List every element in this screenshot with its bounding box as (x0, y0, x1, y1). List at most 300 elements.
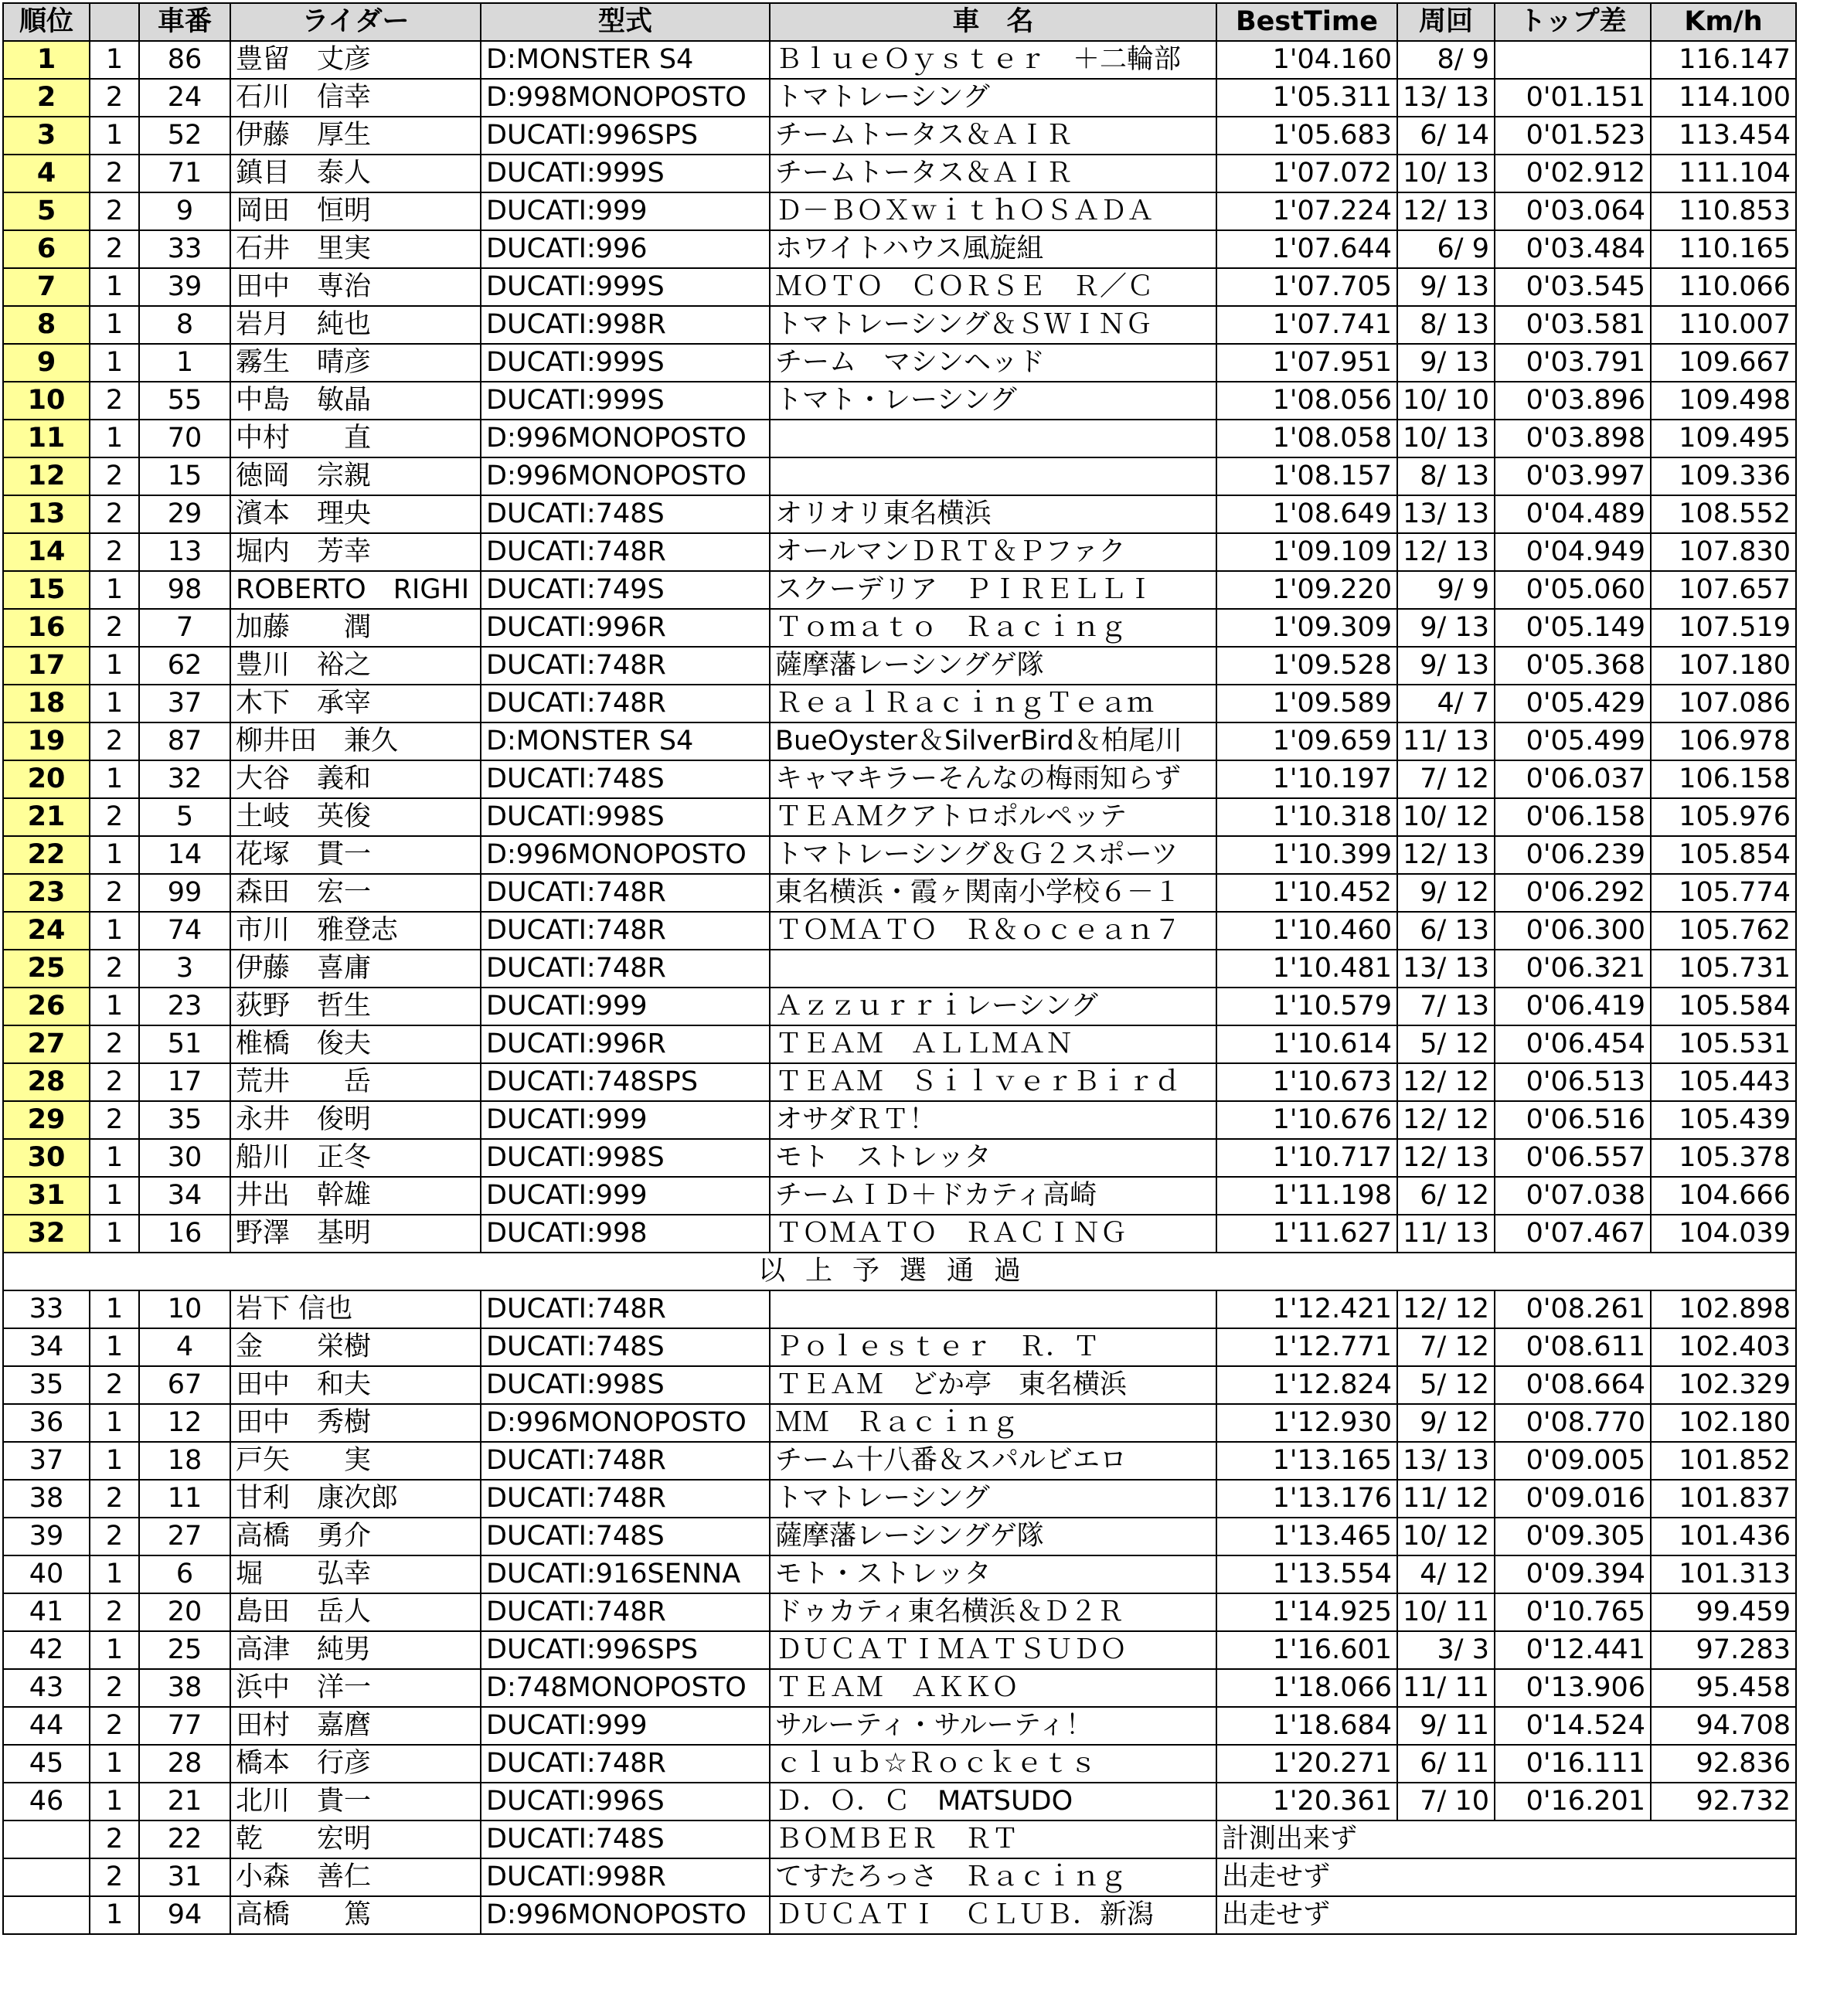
class-cell: 2 (90, 1366, 139, 1404)
model-cell: DUCATI:748R (481, 1745, 770, 1783)
number-cell: 21 (139, 1783, 230, 1821)
header-team: 車 名 (770, 3, 1216, 41)
class-cell: 1 (90, 117, 139, 155)
best-time-cell: 1'08.058 (1216, 420, 1397, 457)
number-cell: 8 (139, 306, 230, 344)
rank-cell: 20 (3, 760, 90, 798)
rider-cell: 加藤 潤 (230, 609, 481, 647)
rank-cell (3, 1821, 90, 1858)
team-cell: オサダＲＴ！ (770, 1101, 1216, 1139)
number-cell: 6 (139, 1555, 230, 1593)
header-lap: 周回 (1397, 3, 1495, 41)
best-time-cell: 1'09.109 (1216, 533, 1397, 571)
model-cell: DUCATI:999 (481, 1101, 770, 1139)
class-cell: 1 (90, 306, 139, 344)
rank-cell: 4 (3, 155, 90, 192)
best-time-cell: 1'10.673 (1216, 1063, 1397, 1101)
best-time-cell: 1'10.452 (1216, 874, 1397, 912)
best-time-cell: 1'18.684 (1216, 1707, 1397, 1745)
best-time-cell: 1'16.601 (1216, 1631, 1397, 1669)
speed-cell: 109.667 (1651, 344, 1796, 382)
class-cell: 1 (90, 420, 139, 457)
rank-cell: 1 (3, 41, 90, 79)
class-cell: 1 (90, 1745, 139, 1783)
lap-cell: 12/ 13 (1397, 836, 1495, 874)
rank-cell: 24 (3, 912, 90, 950)
class-cell: 2 (90, 1063, 139, 1101)
team-cell: ＤＵＣＡＴＩ ＣＬＵＢ．新潟 (770, 1896, 1216, 1934)
best-time-cell: 1'04.160 (1216, 41, 1397, 79)
number-cell: 86 (139, 41, 230, 79)
number-cell: 14 (139, 836, 230, 874)
table-row (3, 230, 1796, 268)
team-cell: ｃｌｕｂ☆Ｒｏｃｋｅｔｓ (770, 1745, 1216, 1783)
rank-cell: 22 (3, 836, 90, 874)
class-cell: 1 (90, 571, 139, 609)
team-cell: ＭＭ Ｒａｃｉｎｇ (770, 1404, 1216, 1442)
lap-cell: 11/ 11 (1397, 1669, 1495, 1707)
table-row (3, 1177, 1796, 1215)
model-cell: DUCATI:916SENNA (481, 1555, 770, 1593)
number-cell: 74 (139, 912, 230, 950)
rank-cell: 42 (3, 1631, 90, 1669)
lap-cell: 10/ 13 (1397, 155, 1495, 192)
best-time-cell: 1'12.421 (1216, 1290, 1397, 1328)
gap-cell: 0'07.467 (1495, 1215, 1651, 1253)
team-cell: ホワイトハウス風旋組 (770, 230, 1216, 268)
table-row (3, 685, 1796, 722)
speed-cell: 101.837 (1651, 1480, 1796, 1518)
best-time-cell: 1'10.579 (1216, 988, 1397, 1025)
team-cell: チームＩＤ＋ドカティ高崎 (770, 1177, 1216, 1215)
best-time-cell: 1'12.824 (1216, 1366, 1397, 1404)
table-row (3, 1858, 1796, 1896)
model-cell: DUCATI:748R (481, 874, 770, 912)
gap-cell: 0'08.261 (1495, 1290, 1651, 1328)
best-time-cell: 1'12.771 (1216, 1328, 1397, 1366)
best-time-cell: 1'10.318 (1216, 798, 1397, 836)
team-cell: BueOyster＆SilverBird＆柏尾川 (770, 722, 1216, 760)
table-row (3, 722, 1796, 760)
table-row (3, 533, 1796, 571)
rank-cell (3, 1896, 90, 1934)
gap-cell: 0'10.765 (1495, 1593, 1651, 1631)
number-cell: 33 (139, 230, 230, 268)
table-row (3, 950, 1796, 988)
header-class (90, 3, 139, 41)
class-cell: 1 (90, 1896, 139, 1934)
class-cell: 2 (90, 1593, 139, 1631)
class-cell: 2 (90, 1821, 139, 1858)
lap-cell: 7/ 10 (1397, 1783, 1495, 1821)
lap-cell: 13/ 13 (1397, 495, 1495, 533)
number-cell: 25 (139, 1631, 230, 1669)
model-cell: D:996MONOPOSTO (481, 1404, 770, 1442)
header-row (3, 3, 1796, 41)
non-qualified-section (3, 1290, 1796, 1821)
rank-cell: 28 (3, 1063, 90, 1101)
speed-cell: 92.836 (1651, 1745, 1796, 1783)
gap-cell: 0'06.158 (1495, 798, 1651, 836)
gap-cell: 0'06.516 (1495, 1101, 1651, 1139)
number-cell: 12 (139, 1404, 230, 1442)
team-cell (770, 457, 1216, 495)
rank-cell: 33 (3, 1290, 90, 1328)
table-row (3, 1101, 1796, 1139)
lap-cell: 5/ 12 (1397, 1366, 1495, 1404)
class-cell: 1 (90, 647, 139, 685)
model-cell: DUCATI:748R (481, 685, 770, 722)
lap-cell: 3/ 3 (1397, 1631, 1495, 1669)
best-time-cell: 1'08.649 (1216, 495, 1397, 533)
best-time-cell: 1'08.157 (1216, 457, 1397, 495)
number-cell: 29 (139, 495, 230, 533)
speed-cell: 107.086 (1651, 685, 1796, 722)
team-cell: トマト・レーシング (770, 382, 1216, 420)
rider-cell: 霧生 晴彦 (230, 344, 481, 382)
rider-cell: 伊藤 厚生 (230, 117, 481, 155)
class-cell: 2 (90, 1025, 139, 1063)
team-cell: てすたろっさ Ｒａｃｉｎｇ (770, 1858, 1216, 1896)
speed-cell: 101.313 (1651, 1555, 1796, 1593)
lap-cell: 11/ 13 (1397, 1215, 1495, 1253)
lap-cell: 10/ 13 (1397, 420, 1495, 457)
lap-cell: 9/ 12 (1397, 874, 1495, 912)
header-rank: 順位 (3, 3, 90, 41)
team-cell: モト ストレッタ (770, 1139, 1216, 1177)
gap-cell: 0'12.441 (1495, 1631, 1651, 1669)
table-row (3, 155, 1796, 192)
rider-cell: 伊藤 喜庸 (230, 950, 481, 988)
speed-cell: 102.403 (1651, 1328, 1796, 1366)
speed-cell: 102.329 (1651, 1366, 1796, 1404)
class-cell: 1 (90, 1783, 139, 1821)
table-row (3, 836, 1796, 874)
best-time-cell: 1'11.627 (1216, 1215, 1397, 1253)
rider-cell: 木下 承宰 (230, 685, 481, 722)
team-cell: トマトレーシング (770, 79, 1216, 117)
class-cell: 2 (90, 950, 139, 988)
rider-cell: ROBERTO RIGHI (230, 571, 481, 609)
rider-cell: 柳井田 兼久 (230, 722, 481, 760)
table-row (3, 609, 1796, 647)
rider-cell: 岩月 純也 (230, 306, 481, 344)
speed-cell: 110.853 (1651, 192, 1796, 230)
model-cell: DUCATI:748S (481, 760, 770, 798)
lap-cell: 11/ 13 (1397, 722, 1495, 760)
gap-cell: 0'02.912 (1495, 155, 1651, 192)
header-rider: ライダー (230, 3, 481, 41)
model-cell: D:996MONOPOSTO (481, 1896, 770, 1934)
rider-cell: 島田 岳人 (230, 1593, 481, 1631)
qualified-note-section (3, 1253, 1796, 1290)
rank-cell: 32 (3, 1215, 90, 1253)
class-cell: 2 (90, 457, 139, 495)
class-cell: 2 (90, 1518, 139, 1555)
rider-cell: 井出 幹雄 (230, 1177, 481, 1215)
rider-cell: 石川 信幸 (230, 79, 481, 117)
gap-cell: 0'01.523 (1495, 117, 1651, 155)
team-cell: ＴＥＡＭ ＳｉｌｖｅｒＢｉｒｄ (770, 1063, 1216, 1101)
number-cell: 38 (139, 1669, 230, 1707)
gap-cell (1495, 41, 1651, 79)
speed-cell: 92.732 (1651, 1783, 1796, 1821)
lap-cell: 8/ 9 (1397, 41, 1495, 79)
qualified-note: 以上予選通過 (3, 1253, 1796, 1290)
class-cell: 1 (90, 988, 139, 1025)
class-cell: 1 (90, 1555, 139, 1593)
speed-cell: 101.436 (1651, 1518, 1796, 1555)
table-row (3, 571, 1796, 609)
class-cell: 2 (90, 1707, 139, 1745)
rank-cell (3, 1858, 90, 1896)
gap-cell: 0'16.111 (1495, 1745, 1651, 1783)
rider-cell: 船川 正冬 (230, 1139, 481, 1177)
number-cell: 30 (139, 1139, 230, 1177)
speed-cell: 107.657 (1651, 571, 1796, 609)
number-cell: 71 (139, 155, 230, 192)
best-time-cell: 1'09.589 (1216, 685, 1397, 722)
team-cell: オールマンＤＲＴ＆Ｐファク (770, 533, 1216, 571)
team-cell: Ａｚｚｕｒｒｉレーシング (770, 988, 1216, 1025)
lap-cell: 9/ 13 (1397, 268, 1495, 306)
rank-cell: 36 (3, 1404, 90, 1442)
number-cell: 10 (139, 1290, 230, 1328)
best-time-cell: 1'05.311 (1216, 79, 1397, 117)
lap-cell: 13/ 13 (1397, 79, 1495, 117)
number-cell: 4 (139, 1328, 230, 1366)
rank-cell: 5 (3, 192, 90, 230)
rank-cell: 31 (3, 1177, 90, 1215)
number-cell: 13 (139, 533, 230, 571)
table-row (3, 192, 1796, 230)
speed-cell: 105.976 (1651, 798, 1796, 836)
rider-cell: 甘利 康次郎 (230, 1480, 481, 1518)
model-cell: DUCATI:996S (481, 1783, 770, 1821)
lap-cell: 11/ 12 (1397, 1480, 1495, 1518)
gap-cell: 0'06.419 (1495, 988, 1651, 1025)
gap-cell: 0'01.151 (1495, 79, 1651, 117)
team-cell: Ｄ．Ｏ．Ｃ MATSUDO (770, 1783, 1216, 1821)
table-row (3, 1555, 1796, 1593)
model-cell: DUCATI:749S (481, 571, 770, 609)
table-row (3, 1593, 1796, 1631)
speed-cell: 107.519 (1651, 609, 1796, 647)
class-cell: 1 (90, 1290, 139, 1328)
team-cell: トマトレーシング (770, 1480, 1216, 1518)
model-cell: D:996MONOPOSTO (481, 836, 770, 874)
speed-cell: 111.104 (1651, 155, 1796, 192)
rank-cell: 38 (3, 1480, 90, 1518)
team-cell: ＴＥＡＭクアトロポルペッテ (770, 798, 1216, 836)
number-cell: 18 (139, 1442, 230, 1480)
header-best-time: BestTime (1216, 3, 1397, 41)
rider-cell: 高津 純男 (230, 1631, 481, 1669)
rider-cell: 乾 宏明 (230, 1821, 481, 1858)
lap-cell: 6/ 13 (1397, 912, 1495, 950)
rider-cell: 田村 嘉麿 (230, 1707, 481, 1745)
number-cell: 55 (139, 382, 230, 420)
rider-cell: 椎橋 俊夫 (230, 1025, 481, 1063)
rank-cell: 14 (3, 533, 90, 571)
team-cell: ＴＥＡＭ どか亭 東名横浜 (770, 1366, 1216, 1404)
best-time-cell: 1'10.460 (1216, 912, 1397, 950)
team-cell: Ｐｏｌｅｓｔｅｒ Ｒ．Ｔ (770, 1328, 1216, 1366)
best-time-cell: 1'10.614 (1216, 1025, 1397, 1063)
speed-cell: 109.336 (1651, 457, 1796, 495)
rider-cell: 徳岡 宗親 (230, 457, 481, 495)
number-cell: 27 (139, 1518, 230, 1555)
number-cell: 35 (139, 1101, 230, 1139)
lap-cell: 6/ 9 (1397, 230, 1495, 268)
rider-cell: 田中 和夫 (230, 1366, 481, 1404)
class-cell: 1 (90, 1404, 139, 1442)
speed-cell: 110.165 (1651, 230, 1796, 268)
rank-cell: 46 (3, 1783, 90, 1821)
number-cell: 20 (139, 1593, 230, 1631)
rank-cell: 15 (3, 571, 90, 609)
number-cell: 28 (139, 1745, 230, 1783)
number-cell: 37 (139, 685, 230, 722)
best-time-cell: 1'07.741 (1216, 306, 1397, 344)
header-model: 型式 (481, 3, 770, 41)
rank-cell: 37 (3, 1442, 90, 1480)
lap-cell: 7/ 12 (1397, 760, 1495, 798)
class-cell: 1 (90, 1631, 139, 1669)
team-cell: スクーデリア ＰＩＲＥＬＬＩ (770, 571, 1216, 609)
model-cell: DUCATI:996R (481, 609, 770, 647)
gap-cell: 0'09.016 (1495, 1480, 1651, 1518)
gap-cell: 0'06.557 (1495, 1139, 1651, 1177)
best-time-cell: 1'13.176 (1216, 1480, 1397, 1518)
model-cell: DUCATI:999S (481, 382, 770, 420)
speed-cell: 105.762 (1651, 912, 1796, 950)
gap-cell: 0'04.949 (1495, 533, 1651, 571)
model-cell: D:MONSTER S4 (481, 722, 770, 760)
lap-cell: 9/ 13 (1397, 609, 1495, 647)
best-time-cell: 1'20.271 (1216, 1745, 1397, 1783)
number-cell: 9 (139, 192, 230, 230)
rider-cell: 岩下 信也 (230, 1290, 481, 1328)
rider-cell: 小森 善仁 (230, 1858, 481, 1896)
lap-cell: 10/ 10 (1397, 382, 1495, 420)
model-cell: DUCATI:996SPS (481, 1631, 770, 1669)
status-section (3, 1821, 1796, 1934)
table-row (3, 1518, 1796, 1555)
class-cell: 1 (90, 1215, 139, 1253)
number-cell: 39 (139, 268, 230, 306)
team-cell: トマトレーシング＆ＳＷＩＮＧ (770, 306, 1216, 344)
table-row (3, 306, 1796, 344)
rider-cell: 田中 専治 (230, 268, 481, 306)
model-cell: DUCATI:998S (481, 1139, 770, 1177)
lap-cell: 6/ 11 (1397, 1745, 1495, 1783)
lap-cell: 9/ 9 (1397, 571, 1495, 609)
team-cell: ＴＥＡＭ ＡＬＬＭＡＮ (770, 1025, 1216, 1063)
lap-cell: 5/ 12 (1397, 1025, 1495, 1063)
table-row (3, 798, 1796, 836)
rank-cell: 45 (3, 1745, 90, 1783)
gap-cell: 0'03.484 (1495, 230, 1651, 268)
gap-cell: 0'04.489 (1495, 495, 1651, 533)
gap-cell: 0'03.791 (1495, 344, 1651, 382)
team-cell: ＲｅａｌＲａｃｉｎｇＴｅａｍ (770, 685, 1216, 722)
number-cell: 22 (139, 1821, 230, 1858)
rider-cell: 市川 雅登志 (230, 912, 481, 950)
model-cell: DUCATI:998S (481, 1366, 770, 1404)
gap-cell: 0'05.368 (1495, 647, 1651, 685)
rank-cell: 34 (3, 1328, 90, 1366)
class-cell: 2 (90, 1858, 139, 1896)
class-cell: 2 (90, 230, 139, 268)
rank-cell: 41 (3, 1593, 90, 1631)
table-row (3, 874, 1796, 912)
status-cell: 出走せず (1216, 1896, 1796, 1934)
speed-cell: 114.100 (1651, 79, 1796, 117)
lap-cell: 10/ 12 (1397, 1518, 1495, 1555)
class-cell: 2 (90, 382, 139, 420)
gap-cell: 0'13.906 (1495, 1669, 1651, 1707)
gap-cell: 0'03.545 (1495, 268, 1651, 306)
rider-cell: 浜中 洋一 (230, 1669, 481, 1707)
speed-cell: 94.708 (1651, 1707, 1796, 1745)
best-time-cell: 1'14.925 (1216, 1593, 1397, 1631)
table-row (3, 1404, 1796, 1442)
rank-cell: 9 (3, 344, 90, 382)
rider-cell: 岡田 恒明 (230, 192, 481, 230)
class-cell: 2 (90, 1101, 139, 1139)
table-row (3, 41, 1796, 79)
best-time-cell: 1'07.951 (1216, 344, 1397, 382)
model-cell: DUCATI:998 (481, 1215, 770, 1253)
lap-cell: 13/ 13 (1397, 1442, 1495, 1480)
table-row (3, 1063, 1796, 1101)
rank-cell: 11 (3, 420, 90, 457)
rider-cell: 高橋 勇介 (230, 1518, 481, 1555)
lap-cell: 9/ 13 (1397, 647, 1495, 685)
best-time-cell: 1'09.309 (1216, 609, 1397, 647)
best-time-cell: 1'10.399 (1216, 836, 1397, 874)
team-cell: トマトレーシング＆Ｇ２スポーツ (770, 836, 1216, 874)
rank-cell: 6 (3, 230, 90, 268)
best-time-cell: 1'20.361 (1216, 1783, 1397, 1821)
header-gap: トップ差 (1495, 3, 1651, 41)
gap-cell: 0'03.898 (1495, 420, 1651, 457)
number-cell: 32 (139, 760, 230, 798)
model-cell: DUCATI:999S (481, 344, 770, 382)
table-row (3, 268, 1796, 306)
team-cell: チーム十八番＆スパルビエロ (770, 1442, 1216, 1480)
rider-cell: 北川 貴一 (230, 1783, 481, 1821)
class-cell: 1 (90, 836, 139, 874)
gap-cell: 0'05.499 (1495, 722, 1651, 760)
model-cell: DUCATI:998R (481, 306, 770, 344)
speed-cell: 105.774 (1651, 874, 1796, 912)
team-cell: ＢＯＭＢＥＲ ＲＴ (770, 1821, 1216, 1858)
lap-cell: 4/ 12 (1397, 1555, 1495, 1593)
gap-cell: 0'03.064 (1495, 192, 1651, 230)
model-cell: D:996MONOPOSTO (481, 457, 770, 495)
team-cell: ドゥカティ東名横浜＆Ｄ２Ｒ (770, 1593, 1216, 1631)
rider-cell: 高橋 篤 (230, 1896, 481, 1934)
class-cell: 2 (90, 1480, 139, 1518)
rider-cell: 野澤 基明 (230, 1215, 481, 1253)
model-cell: DUCATI:996SPS (481, 117, 770, 155)
team-cell: サルーティ・サルーティ！ (770, 1707, 1216, 1745)
rank-cell: 23 (3, 874, 90, 912)
team-cell: チーム マシンヘッド (770, 344, 1216, 382)
best-time-cell: 1'05.683 (1216, 117, 1397, 155)
